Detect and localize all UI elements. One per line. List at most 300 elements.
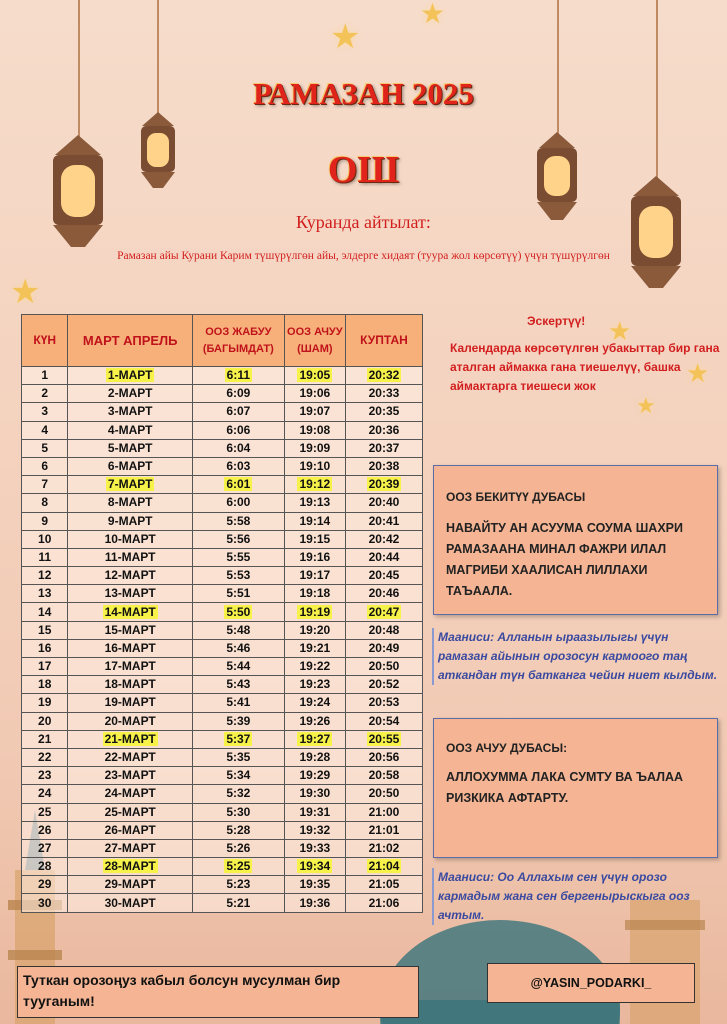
- cell-suhoor: [192, 676, 284, 694]
- cell-iftar-value: 19:26: [299, 713, 331, 728]
- note-text: Календарда көрсөтүлгөн убакыттар бир гана аталган аймакка гана тиешелүү, башка аймактарга тиешеси жок: [450, 341, 720, 393]
- cell-suhoor-value: 6:07: [226, 404, 251, 419]
- cell-isha-value: 20:36: [368, 422, 400, 437]
- cell-isha: [345, 476, 422, 494]
- cell-date: [68, 821, 193, 839]
- cell-date-value: 3-МАРТ: [107, 404, 153, 419]
- cell-date: [68, 567, 193, 585]
- table-row: [22, 494, 423, 512]
- cell-isha-value: 21:01: [368, 822, 400, 837]
- cell-isha-value: 20:39: [368, 477, 400, 492]
- cell-date: [68, 494, 193, 512]
- cell-day-value: 18: [38, 677, 52, 692]
- cell-date-value: 1-МАРТ: [107, 368, 153, 383]
- cell-day: [22, 567, 68, 585]
- cell-isha-value: 20:50: [368, 659, 400, 674]
- table-row: [22, 567, 423, 585]
- cell-iftar-value: 19:18: [299, 586, 331, 601]
- cell-suhoor: [192, 876, 284, 894]
- cell-isha: [345, 585, 422, 603]
- cell-suhoor: [192, 603, 284, 621]
- cell-date-value: 30-МАРТ: [104, 895, 156, 910]
- cell-suhoor: [192, 858, 284, 876]
- cell-day: [22, 712, 68, 730]
- cell-suhoor: [192, 403, 284, 421]
- cell-date-value: 7-МАРТ: [107, 477, 153, 492]
- cell-isha-value: 20:33: [368, 386, 400, 401]
- cell-suhoor: [192, 567, 284, 585]
- cell-day-value: 13: [38, 586, 52, 601]
- cell-isha-value: 21:05: [368, 877, 400, 892]
- header-iftar: ООЗ АЧУУ (ШАМ): [284, 315, 345, 367]
- cell-day-value: 6: [41, 459, 49, 474]
- cell-date: [68, 839, 193, 857]
- table-row: [22, 603, 423, 621]
- cell-iftar-value: 19:13: [299, 495, 331, 510]
- instagram-handle: @YASIN_PODARKI_: [530, 976, 652, 990]
- cell-suhoor-value: 5:55: [226, 549, 251, 564]
- cell-suhoor-value: 5:41: [226, 695, 251, 710]
- cell-suhoor: [192, 512, 284, 530]
- cell-iftar: [284, 512, 345, 530]
- iftar-dua-text: АЛЛОХУММА ЛАКА СУМТУ ВА ЪАЛАА РИЗКИКА АФТАРТУ.: [446, 770, 684, 805]
- cell-suhoor: [192, 621, 284, 639]
- quran-quote: Рамазан айы Курани Карим түшүрүлгөн айы, элдерге хидаят (туура жол көрсөтүү) үчүн түшүрүлгөн: [117, 250, 610, 262]
- star-icon: ★: [330, 18, 361, 56]
- cell-isha: [345, 821, 422, 839]
- cell-isha-value: 21:04: [368, 859, 400, 874]
- cell-day-value: 17: [38, 659, 52, 674]
- cell-suhoor-value: 6:09: [226, 386, 251, 401]
- cell-isha: [345, 894, 422, 912]
- cell-date-value: 9-МАРТ: [107, 513, 153, 528]
- cell-isha-value: 21:06: [368, 895, 400, 910]
- cell-suhoor: [192, 439, 284, 457]
- cell-suhoor-value: 5:34: [226, 768, 251, 783]
- table-row: [22, 439, 423, 457]
- cell-isha: [345, 603, 422, 621]
- cell-day: [22, 512, 68, 530]
- cell-iftar-value: 19:21: [299, 640, 331, 655]
- cell-day-value: 24: [38, 786, 52, 801]
- cell-date-value: 16-МАРТ: [104, 640, 156, 655]
- table-row: [22, 821, 423, 839]
- cell-isha-value: 20:32: [368, 368, 400, 383]
- cell-date-value: 8-МАРТ: [107, 495, 153, 510]
- cell-iftar: [284, 712, 345, 730]
- cell-isha-value: 21:02: [368, 840, 400, 855]
- cell-iftar: [284, 821, 345, 839]
- cell-suhoor: [192, 548, 284, 566]
- cell-iftar-value: 19:36: [299, 895, 331, 910]
- table-row: [22, 712, 423, 730]
- cell-suhoor: [192, 494, 284, 512]
- table-row: [22, 694, 423, 712]
- cell-day-value: 22: [38, 750, 52, 765]
- cell-suhoor-value: 6:11: [226, 368, 251, 383]
- star-icon: ★: [420, 0, 446, 29]
- cell-day: [22, 530, 68, 548]
- cell-isha-value: 20:53: [368, 695, 400, 710]
- suhoor-dua-text: НАВАЙТУ АН АСУУМА СОУМА ШАХРИ РАМАЗААНА МИНАЛ ФАЖРИ ИЛАЛ МАГРИБИ ХААЛИСАН ЛИЛЛАХИ ТАЪААЛА.: [446, 521, 683, 598]
- cell-suhoor: [192, 894, 284, 912]
- cell-suhoor-value: 5:25: [226, 859, 251, 874]
- cell-day-value: 9: [41, 513, 49, 528]
- cell-day: [22, 785, 68, 803]
- lantern-icon: [623, 176, 689, 296]
- cell-suhoor: [192, 476, 284, 494]
- table-row: [22, 785, 423, 803]
- cell-isha: [345, 658, 422, 676]
- cell-day-value: 1: [41, 368, 49, 383]
- cell-day-value: 10: [38, 531, 52, 546]
- table-row: [22, 894, 423, 912]
- cell-iftar: [284, 530, 345, 548]
- cell-iftar: [284, 676, 345, 694]
- header-isha: КУПТАН: [345, 315, 422, 367]
- cell-isha-value: 20:45: [368, 568, 400, 583]
- cell-suhoor-value: 5:48: [226, 622, 251, 637]
- cell-date-value: 14-МАРТ: [104, 604, 156, 619]
- table-row: [22, 748, 423, 766]
- cell-iftar-value: 19:06: [299, 386, 331, 401]
- table-row: [22, 639, 423, 657]
- cell-iftar-value: 19:23: [299, 677, 331, 692]
- iftar-dua-panel: [433, 718, 718, 858]
- cell-suhoor: [192, 803, 284, 821]
- cell-iftar-value: 19:30: [299, 786, 331, 801]
- cell-suhoor: [192, 821, 284, 839]
- cell-date: [68, 694, 193, 712]
- cell-day: [22, 658, 68, 676]
- cell-suhoor: [192, 730, 284, 748]
- cell-iftar: [284, 385, 345, 403]
- cell-iftar-value: 19:20: [299, 622, 331, 637]
- cell-suhoor: [192, 585, 284, 603]
- cell-day: [22, 585, 68, 603]
- cell-date: [68, 712, 193, 730]
- cell-iftar: [284, 439, 345, 457]
- cell-iftar: [284, 858, 345, 876]
- cell-day: [22, 676, 68, 694]
- table-row: [22, 676, 423, 694]
- cell-iftar: [284, 403, 345, 421]
- cell-isha-value: 20:49: [368, 640, 400, 655]
- cell-day: [22, 694, 68, 712]
- cell-iftar-value: 19:27: [299, 731, 331, 746]
- cell-day: [22, 476, 68, 494]
- cell-day-value: 12: [38, 568, 52, 583]
- cell-iftar: [284, 658, 345, 676]
- cell-date: [68, 858, 193, 876]
- cell-iftar-value: 19:22: [299, 659, 331, 674]
- cell-iftar: [284, 603, 345, 621]
- cell-date: [68, 730, 193, 748]
- cell-iftar: [284, 767, 345, 785]
- cell-iftar: [284, 585, 345, 603]
- quran-heading: Куранда айтылат:: [296, 212, 431, 232]
- cell-isha: [345, 439, 422, 457]
- iftar-dua-heading: ООЗ АЧУУ ДУБАСЫ:: [446, 741, 568, 755]
- cell-iftar: [284, 367, 345, 385]
- cell-iftar-value: 19:31: [299, 804, 331, 819]
- cell-isha-value: 20:47: [368, 604, 400, 619]
- cell-day-value: 28: [38, 859, 52, 874]
- cell-iftar: [284, 839, 345, 857]
- cell-isha-value: 20:42: [368, 531, 400, 546]
- cell-date: [68, 658, 193, 676]
- cell-day: [22, 821, 68, 839]
- cell-date-value: 28-МАРТ: [104, 859, 156, 874]
- cell-suhoor-value: 5:50: [226, 604, 251, 619]
- cell-isha: [345, 421, 422, 439]
- cell-date: [68, 603, 193, 621]
- cell-isha-value: 20:56: [368, 750, 400, 765]
- cell-day-value: 2: [41, 386, 49, 401]
- cell-isha-value: 20:37: [368, 440, 400, 455]
- cell-suhoor: [192, 712, 284, 730]
- cell-date-value: 21-МАРТ: [104, 731, 156, 746]
- cell-suhoor: [192, 639, 284, 657]
- cell-day-value: 23: [38, 768, 52, 783]
- cell-iftar-value: 19:24: [299, 695, 331, 710]
- cell-isha: [345, 567, 422, 585]
- cell-suhoor: [192, 367, 284, 385]
- cell-day: [22, 548, 68, 566]
- table-row: [22, 767, 423, 785]
- cell-date-value: 18-МАРТ: [104, 677, 156, 692]
- cell-day: [22, 876, 68, 894]
- cell-isha: [345, 785, 422, 803]
- cell-date: [68, 439, 193, 457]
- cell-isha-value: 20:44: [368, 549, 400, 564]
- cell-isha: [345, 403, 422, 421]
- cell-date-value: 12-МАРТ: [104, 568, 156, 583]
- table-row: [22, 512, 423, 530]
- cell-iftar: [284, 548, 345, 566]
- cell-day: [22, 457, 68, 475]
- cell-day: [22, 730, 68, 748]
- cell-day: [22, 894, 68, 912]
- cell-suhoor-value: 5:30: [226, 804, 251, 819]
- cell-isha: [345, 858, 422, 876]
- cell-isha: [345, 676, 422, 694]
- cell-iftar-value: 19:29: [299, 768, 331, 783]
- cell-date: [68, 803, 193, 821]
- header-day: КҮН: [22, 315, 68, 367]
- cell-iftar-value: 19:35: [299, 877, 331, 892]
- cell-iftar-value: 19:08: [299, 422, 331, 437]
- cell-day: [22, 367, 68, 385]
- suhoor-dua-panel: [433, 465, 718, 615]
- cell-suhoor: [192, 767, 284, 785]
- cell-suhoor: [192, 385, 284, 403]
- cell-day-value: 19: [38, 695, 52, 710]
- cell-suhoor-value: 5:21: [226, 895, 251, 910]
- cell-date: [68, 639, 193, 657]
- cell-isha: [345, 876, 422, 894]
- cell-iftar: [284, 876, 345, 894]
- cell-isha: [345, 494, 422, 512]
- cell-iftar-value: 19:32: [299, 822, 331, 837]
- cell-date: [68, 403, 193, 421]
- cell-isha: [345, 839, 422, 857]
- table-row: [22, 476, 423, 494]
- cell-isha-value: 20:48: [368, 622, 400, 637]
- cell-suhoor-value: 6:06: [226, 422, 251, 437]
- cell-day-value: 4: [41, 422, 49, 437]
- cell-suhoor-value: 6:00: [226, 495, 251, 510]
- cell-date-value: 15-МАРТ: [104, 622, 156, 637]
- cell-day: [22, 421, 68, 439]
- cell-suhoor: [192, 785, 284, 803]
- cell-date: [68, 585, 193, 603]
- cell-suhoor-value: 5:53: [226, 568, 251, 583]
- cell-isha-value: 20:40: [368, 495, 400, 510]
- cell-suhoor-value: 6:03: [226, 459, 251, 474]
- cell-date: [68, 621, 193, 639]
- cell-date: [68, 457, 193, 475]
- cell-isha: [345, 621, 422, 639]
- header-suhoor: ООЗ ЖАБУУ (БАГЫМДАТ): [192, 315, 284, 367]
- cell-iftar: [284, 894, 345, 912]
- table-row: [22, 403, 423, 421]
- cell-iftar: [284, 694, 345, 712]
- cell-isha-value: 20:38: [368, 459, 400, 474]
- cell-day: [22, 858, 68, 876]
- cell-iftar: [284, 748, 345, 766]
- table-row: [22, 876, 423, 894]
- cell-suhoor-value: 5:46: [226, 640, 251, 655]
- star-icon: ★: [636, 393, 656, 418]
- cell-iftar: [284, 421, 345, 439]
- table-row: [22, 367, 423, 385]
- cell-date-value: 20-МАРТ: [104, 713, 156, 728]
- cell-day: [22, 439, 68, 457]
- cell-iftar: [284, 457, 345, 475]
- cell-isha: [345, 457, 422, 475]
- cell-suhoor-value: 6:04: [226, 440, 251, 455]
- cell-isha: [345, 512, 422, 530]
- cell-day-value: 20: [38, 713, 52, 728]
- cell-isha: [345, 385, 422, 403]
- cell-suhoor-value: 5:23: [226, 877, 251, 892]
- cell-day: [22, 403, 68, 421]
- cell-iftar: [284, 803, 345, 821]
- suhoor-dua-heading: ООЗ БЕКИТҮҮ ДУБАСЫ: [446, 490, 586, 504]
- table-row: [22, 585, 423, 603]
- cell-suhoor-value: 5:44: [226, 659, 251, 674]
- cell-day-value: 29: [38, 877, 52, 892]
- table-row: [22, 803, 423, 821]
- star-icon: ★: [10, 273, 41, 311]
- cell-date: [68, 530, 193, 548]
- cell-day-value: 21: [38, 731, 52, 746]
- table-row: [22, 858, 423, 876]
- city-title: ОШ: [327, 149, 400, 191]
- cell-date-value: 11-МАРТ: [104, 549, 156, 564]
- cell-date-value: 17-МАРТ: [104, 659, 156, 674]
- cell-date-value: 19-МАРТ: [104, 695, 156, 710]
- cell-date: [68, 785, 193, 803]
- table-row: [22, 730, 423, 748]
- table-row: [22, 839, 423, 857]
- cell-iftar: [284, 730, 345, 748]
- cell-iftar-value: 19:10: [299, 459, 331, 474]
- cell-isha-value: 20:50: [368, 786, 400, 801]
- cell-iftar-value: 19:16: [299, 549, 331, 564]
- cell-isha: [345, 694, 422, 712]
- handle-box: [487, 963, 695, 1003]
- cell-date-value: 23-МАРТ: [104, 768, 156, 783]
- cell-iftar-value: 19:05: [299, 368, 331, 383]
- header-date: МАРТ АПРЕЛЬ: [68, 315, 193, 367]
- greeting-text: Туткан орозоңуз кабыл болсун мусулман бир тууганым!: [23, 972, 341, 1009]
- cell-date: [68, 421, 193, 439]
- suhoor-dua-meaning: Мааниси: Алланын ыраазылыгы үчүн рамазан айынын орозосун кармоого таң аткандан түн батканга чейин ниет кылдым.: [432, 628, 720, 685]
- cell-date: [68, 748, 193, 766]
- cell-isha-value: 21:00: [368, 804, 400, 819]
- cell-date: [68, 476, 193, 494]
- cell-iftar: [284, 567, 345, 585]
- cell-suhoor: [192, 839, 284, 857]
- cell-isha: [345, 530, 422, 548]
- cell-date-value: 2-МАРТ: [107, 386, 153, 401]
- cell-isha-value: 20:58: [368, 768, 400, 783]
- cell-day-value: 30: [38, 895, 52, 910]
- cell-day-value: 7: [41, 477, 49, 492]
- cell-iftar: [284, 476, 345, 494]
- cell-isha: [345, 639, 422, 657]
- cell-iftar-value: 19:15: [299, 531, 331, 546]
- cell-isha: [345, 767, 422, 785]
- cell-isha-value: 20:52: [368, 677, 400, 692]
- table-row: [22, 421, 423, 439]
- cell-day: [22, 639, 68, 657]
- table-row: [22, 548, 423, 566]
- cell-day-value: 16: [38, 640, 52, 655]
- cell-suhoor-value: 5:51: [226, 586, 251, 601]
- cell-day-value: 25: [38, 804, 52, 819]
- cell-date-value: 4-МАРТ: [107, 422, 153, 437]
- cell-day-value: 5: [41, 440, 49, 455]
- cell-date-value: 13-МАРТ: [104, 586, 156, 601]
- cell-isha-value: 20:35: [368, 404, 400, 419]
- table-row: [22, 658, 423, 676]
- cell-date-value: 10-МАРТ: [104, 531, 156, 546]
- cell-iftar-value: 19:33: [299, 840, 331, 855]
- cell-iftar: [284, 621, 345, 639]
- cell-date-value: 25-МАРТ: [104, 804, 156, 819]
- cell-day-value: 26: [38, 822, 52, 837]
- cell-suhoor-value: 5:58: [226, 513, 251, 528]
- cell-suhoor-value: 5:35: [226, 750, 251, 765]
- star-icon: ★: [686, 358, 710, 388]
- cell-date: [68, 548, 193, 566]
- cell-day: [22, 603, 68, 621]
- cell-isha-value: 20:55: [368, 731, 400, 746]
- cell-iftar-value: 19:14: [299, 513, 331, 528]
- cell-day: [22, 803, 68, 821]
- table-row: [22, 385, 423, 403]
- greeting-box: [17, 966, 419, 1018]
- cell-isha: [345, 803, 422, 821]
- cell-date-value: 22-МАРТ: [104, 750, 156, 765]
- cell-date-value: 5-МАРТ: [107, 440, 153, 455]
- cell-day-value: 8: [41, 495, 49, 510]
- note-heading: Эскертүү!: [527, 314, 586, 328]
- cell-suhoor: [192, 457, 284, 475]
